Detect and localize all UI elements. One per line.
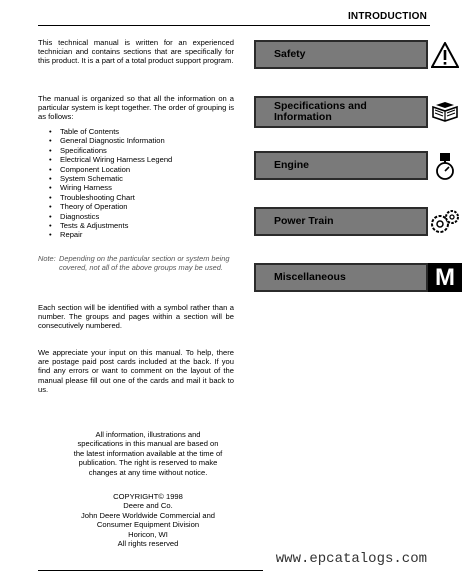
copyright-line: Consumer Equipment Division [96,520,200,530]
gears-icon [428,207,462,236]
section-tab-power-train[interactable] [254,207,462,236]
list-item: • Tests & Adjustments [46,221,172,230]
note-label: Note: [38,254,56,263]
list-item: • Wiring Harness [46,183,172,192]
list-item: • Theory of Operation [46,202,172,211]
list-item: • Repair [46,230,172,239]
disclaimer-line: the latest information available at the time of [73,448,223,458]
warning-triangle-icon [428,40,462,69]
list-item: • System Schematic [46,174,172,183]
intro-paragraph-2: The manual is organized so that all the information on a particular system is kept together. The order of grouping is as follows: [38,94,234,122]
copyright-line: All rights reserved [117,539,179,549]
letter-m-icon: M [428,263,462,292]
section-label: Engine [254,151,428,180]
section-label: Miscellaneous [254,263,428,292]
disclaimer-line: specifications in this manual are based on [77,439,219,449]
intro-paragraph-3: Each section will be identified with a symbol rather than a number. The groups and pages within a section will be consecutively numbered. [38,303,234,331]
copyright-line: Deere and Co. [123,501,173,511]
list-item: • General Diagnostic Information [46,136,172,145]
copyright-block [38,492,258,548]
list-item: • Component Location [46,165,172,174]
list-item: • Troubleshooting Chart [46,193,172,202]
intro-paragraph-1: This technical manual is written for an experienced technician and contains sections that are specifically for this product. It is a part of a total product support program. [38,38,234,66]
section-label: Safety [254,40,428,69]
page-header-title: INTRODUCTION [347,11,427,22]
disclaimer-line: publication. The right is reserved to make [78,458,218,468]
watermark-text: www.epcatalogs.com [275,551,427,567]
section-label: Specifications and Information [254,96,428,128]
section-tab-engine[interactable] [254,151,462,180]
list-item: • Electrical Wiring Harness Legend [46,155,172,164]
footer-rule [38,570,263,571]
list-item: • Table of Contents [46,127,172,136]
list-item: • Specifications [46,146,172,155]
engine-piston-icon [428,151,462,180]
disclaimer [38,430,258,477]
copyright-line: COPYRIGHT© 1998 [113,492,183,501]
list-item: • Diagnostics [46,212,172,221]
note [38,254,238,272]
section-tab-safety[interactable] [254,40,462,69]
intro-paragraph-4: We appreciate your input on this manual. To help, there are postage paid post cards included at the back. If you find any errors or want to comment on the layout of the manual please fill out one of the cards and mail it back to us. [38,348,234,394]
copyright-line: John Deere Worldwide Commercial and [80,510,216,520]
copyright-line: Horicon, WI [128,529,168,539]
book-icon [428,96,462,128]
section-tab-specifications[interactable] [254,96,462,128]
section-label: Power Train [254,207,428,236]
note-text: Depending on the particular section or system being covered, not all of the above groups may be used. [59,254,230,273]
header-rule [38,25,430,26]
group-list [46,127,172,240]
section-tab-miscellaneous[interactable] [254,263,462,292]
disclaimer-line: changes at any time without notice. [88,467,208,477]
disclaimer-line: All information, illustrations and [95,430,201,439]
